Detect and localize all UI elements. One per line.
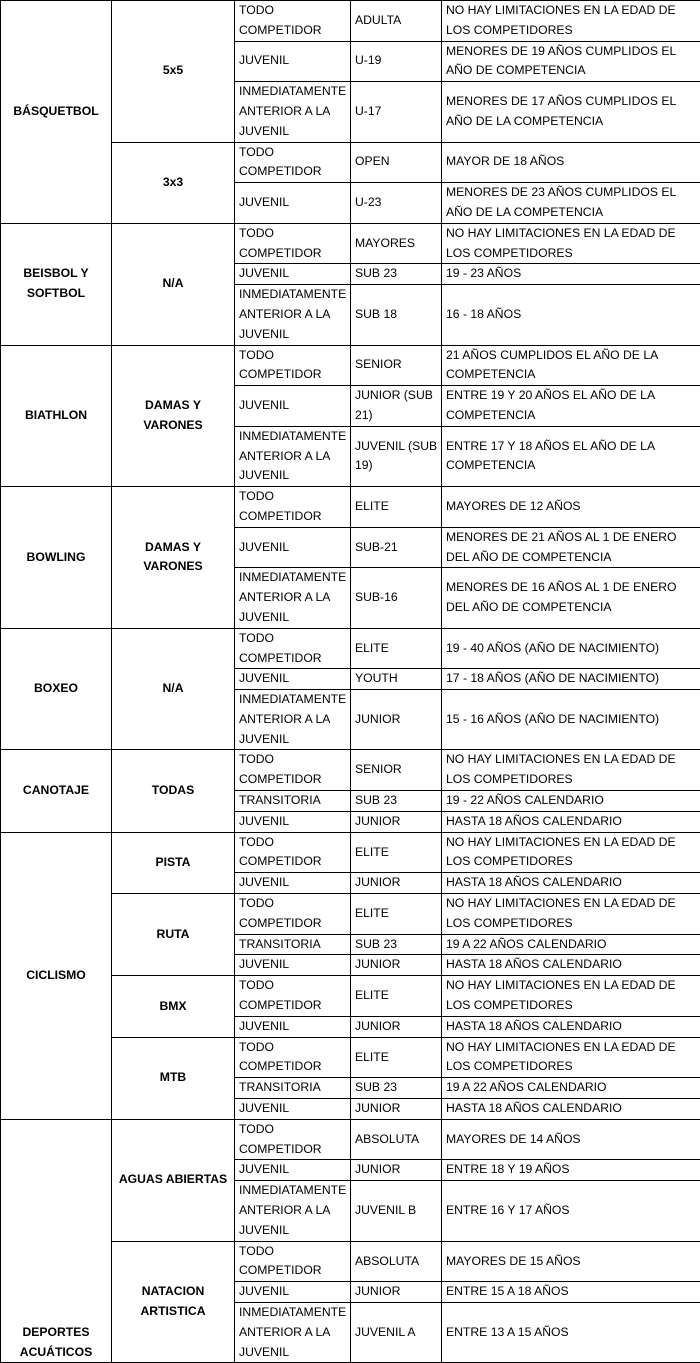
- competitor-cell: JUVENIL: [235, 1016, 351, 1037]
- category-cell: JUNIOR: [351, 873, 442, 894]
- competitor-cell: JUVENIL: [235, 41, 351, 82]
- category-cell: JUVENIL (SUB 19): [351, 426, 442, 486]
- competitor-cell: JUVENIL: [235, 1160, 351, 1181]
- age-cell: 21 AÑOS CUMPLIDOS EL AÑO DE LA COMPETENCIA: [442, 345, 700, 386]
- competitor-cell: JUVENIL: [235, 811, 351, 832]
- competitor-cell: JUVENIL: [235, 1282, 351, 1303]
- competitor-cell: JUVENIL: [235, 527, 351, 568]
- modality-cell: RUTA: [112, 894, 235, 976]
- category-cell: JUNIOR: [351, 690, 442, 750]
- competitor-cell: INMEDIATAMENTE ANTERIOR A LA JUVENIL: [235, 568, 351, 628]
- competitor-cell: TODO COMPETIDOR: [235, 345, 351, 386]
- category-cell: ABSOLUTA: [351, 1241, 442, 1282]
- competitor-cell: TRANSITORIA: [235, 791, 351, 812]
- competitor-cell: JUVENIL: [235, 955, 351, 976]
- table-row: [1, 487, 700, 528]
- competitor-cell: INMEDIATAMENTE ANTERIOR A LA JUVENIL: [235, 426, 351, 486]
- table-row: [1, 1, 700, 42]
- modality-cell: PISTA: [112, 832, 235, 893]
- age-cell: 19 A 22 AÑOS CALENDARIO: [442, 1078, 700, 1099]
- competitor-cell: JUVENIL: [235, 873, 351, 894]
- age-cell: MENORES DE 23 AÑOS CUMPLIDOS EL AÑO DE LA COMPETENCIA: [442, 183, 700, 224]
- modality-cell: N/A: [112, 223, 235, 345]
- category-cell: OPEN: [351, 142, 442, 183]
- competitor-cell: TODO COMPETIDOR: [235, 894, 351, 935]
- age-cell: HASTA 18 AÑOS CALENDARIO: [442, 1016, 700, 1037]
- category-cell: YOUTH: [351, 669, 442, 690]
- age-cell: ENTRE 19 Y 20 AÑOS EL AÑO DE LA COMPETENCIA: [442, 386, 700, 427]
- category-cell: ELITE: [351, 976, 442, 1017]
- table-row: [1, 628, 700, 669]
- age-cell: NO HAY LIMITACIONES EN LA EDAD DE LOS COMPETIDORES: [442, 1, 700, 42]
- category-cell: JUNIOR: [351, 1016, 442, 1037]
- modality-cell: 5x5: [112, 1, 235, 143]
- category-cell: JUNIOR: [351, 955, 442, 976]
- category-cell: SUB 23: [351, 1078, 442, 1099]
- table-row: [1, 832, 700, 873]
- category-cell: U-19: [351, 41, 442, 82]
- competitor-cell: JUVENIL: [235, 1099, 351, 1120]
- sport-cell: CICLISMO: [1, 832, 112, 1119]
- age-cell: ENTRE 18 Y 19 AÑOS: [442, 1160, 700, 1181]
- sport-cell: BÁSQUETBOL: [1, 1, 112, 224]
- modality-cell: DAMAS Y VARONES: [112, 345, 235, 487]
- modality-cell: NATACION ARTISTICA: [112, 1241, 235, 1363]
- age-cell: ENTRE 13 A 15 AÑOS: [442, 1303, 700, 1363]
- age-cell: NO HAY LIMITACIONES EN LA EDAD DE LOS COMPETIDORES: [442, 976, 700, 1017]
- modality-cell: MTB: [112, 1037, 235, 1119]
- age-cell: HASTA 18 AÑOS CALENDARIO: [442, 1099, 700, 1120]
- category-cell: JUNIOR (SUB 21): [351, 386, 442, 427]
- competitor-cell: TODO COMPETIDOR: [235, 487, 351, 528]
- table-row: [1, 345, 700, 386]
- category-cell: ADULTA: [351, 1, 442, 42]
- competitor-cell: JUVENIL: [235, 264, 351, 285]
- age-cell: HASTA 18 AÑOS CALENDARIO: [442, 955, 700, 976]
- competitor-cell: INMEDIATAMENTE ANTERIOR A LA JUVENIL: [235, 1303, 351, 1363]
- age-cell: MENORES DE 16 AÑOS AL 1 DE ENERO DEL AÑO DE COMPETENCIA: [442, 568, 700, 628]
- category-cell: JUVENIL A: [351, 1303, 442, 1363]
- age-cell: HASTA 18 AÑOS CALENDARIO: [442, 811, 700, 832]
- competitor-cell: TODO COMPETIDOR: [235, 628, 351, 669]
- competitor-cell: TODO COMPETIDOR: [235, 223, 351, 264]
- modality-cell: 3x3: [112, 142, 235, 223]
- competitor-cell: TODO COMPETIDOR: [235, 1119, 351, 1160]
- category-cell: ABSOLUTA: [351, 1119, 442, 1160]
- category-cell: SUB-16: [351, 568, 442, 628]
- competitor-cell: TODO COMPETIDOR: [235, 750, 351, 791]
- age-cell: 15 - 16 AÑOS (AÑO DE NACIMIENTO): [442, 690, 700, 750]
- category-cell: SENIOR: [351, 345, 442, 386]
- category-cell: JUNIOR: [351, 1282, 442, 1303]
- category-cell: SUB 18: [351, 285, 442, 345]
- competitor-cell: TODO COMPETIDOR: [235, 1241, 351, 1282]
- category-cell: U-17: [351, 82, 442, 142]
- competitor-cell: JUVENIL: [235, 386, 351, 427]
- competitor-cell: TRANSITORIA: [235, 1078, 351, 1099]
- competitor-cell: TODO COMPETIDOR: [235, 832, 351, 873]
- age-cell: ENTRE 16 Y 17 AÑOS: [442, 1181, 700, 1241]
- sport-cell: DEPORTES ACUÁTICOS: [1, 1119, 112, 1363]
- category-cell: MAYORES: [351, 223, 442, 264]
- competitor-cell: INMEDIATAMENTE ANTERIOR A LA JUVENIL: [235, 1181, 351, 1241]
- category-cell: U-23: [351, 183, 442, 224]
- modality-cell: DAMAS Y VARONES: [112, 487, 235, 629]
- competitor-cell: TODO COMPETIDOR: [235, 1, 351, 42]
- age-cell: ENTRE 15 A 18 AÑOS: [442, 1282, 700, 1303]
- age-cell: MAYORES DE 12 AÑOS: [442, 487, 700, 528]
- table-row: [1, 223, 700, 264]
- sport-cell: BEISBOL Y SOFTBOL: [1, 223, 112, 345]
- category-cell: ELITE: [351, 487, 442, 528]
- age-cell: NO HAY LIMITACIONES EN LA EDAD DE LOS COMPETIDORES: [442, 750, 700, 791]
- age-cell: NO HAY LIMITACIONES EN LA EDAD DE LOS COMPETIDORES: [442, 223, 700, 264]
- competitor-cell: INMEDIATAMENTE ANTERIOR A LA JUVENIL: [235, 82, 351, 142]
- age-cell: NO HAY LIMITACIONES EN LA EDAD DE LOS COMPETIDORES: [442, 832, 700, 873]
- age-cell: MAYORES DE 15 AÑOS: [442, 1241, 700, 1282]
- sport-cell: CANOTAJE: [1, 750, 112, 832]
- age-cell: ENTRE 17 Y 18 AÑOS EL AÑO DE LA COMPETENCIA: [442, 426, 700, 486]
- category-cell: SUB-21: [351, 527, 442, 568]
- competitor-cell: TODO COMPETIDOR: [235, 976, 351, 1017]
- table-row: [1, 750, 700, 791]
- category-cell: ELITE: [351, 894, 442, 935]
- category-cell: JUVENIL B: [351, 1181, 442, 1241]
- age-cell: MENORES DE 17 AÑOS CUMPLIDOS EL AÑO DE LA COMPETENCIA: [442, 82, 700, 142]
- age-cell: 19 - 22 AÑOS CALENDARIO: [442, 791, 700, 812]
- age-cell: 17 - 18 AÑOS (AÑO DE NACIMIENTO): [442, 669, 700, 690]
- category-cell: ELITE: [351, 1037, 442, 1078]
- category-cell: JUNIOR: [351, 1099, 442, 1120]
- age-cell: 19 - 40 AÑOS (AÑO DE NACIMIENTO): [442, 628, 700, 669]
- competitor-cell: TODO COMPETIDOR: [235, 142, 351, 183]
- age-cell: NO HAY LIMITACIONES EN LA EDAD DE LOS COMPETIDORES: [442, 894, 700, 935]
- age-cell: 19 A 22 AÑOS CALENDARIO: [442, 934, 700, 955]
- table-row: [1, 1119, 700, 1160]
- modality-cell: BMX: [112, 976, 235, 1037]
- age-cell: 19 - 23 AÑOS: [442, 264, 700, 285]
- age-cell: MENORES DE 21 AÑOS AL 1 DE ENERO DEL AÑO DE COMPETENCIA: [442, 527, 700, 568]
- competitor-cell: INMEDIATAMENTE ANTERIOR A LA JUVENIL: [235, 285, 351, 345]
- category-cell: JUNIOR: [351, 1160, 442, 1181]
- category-cell: ELITE: [351, 832, 442, 873]
- competitor-cell: INMEDIATAMENTE ANTERIOR A LA JUVENIL: [235, 690, 351, 750]
- age-cell: 16 - 18 AÑOS: [442, 285, 700, 345]
- sport-cell: BIATHLON: [1, 345, 112, 487]
- sport-cell: BOXEO: [1, 628, 112, 750]
- competitor-cell: TRANSITORIA: [235, 934, 351, 955]
- age-cell: MAYOR DE 18 AÑOS: [442, 142, 700, 183]
- category-cell: ELITE: [351, 628, 442, 669]
- category-cell: SUB 23: [351, 791, 442, 812]
- age-cell: NO HAY LIMITACIONES EN LA EDAD DE LOS COMPETIDORES: [442, 1037, 700, 1078]
- age-cell: HASTA 18 AÑOS CALENDARIO: [442, 873, 700, 894]
- sport-cell: BOWLING: [1, 487, 112, 629]
- category-cell: SUB 23: [351, 264, 442, 285]
- age-cell: MAYORES DE 14 AÑOS: [442, 1119, 700, 1160]
- age-cell: MENORES DE 19 AÑOS CUMPLIDOS EL AÑO DE COMPETENCIA: [442, 41, 700, 82]
- category-cell: SUB 23: [351, 934, 442, 955]
- competitor-cell: JUVENIL: [235, 183, 351, 224]
- modality-cell: TODAS: [112, 750, 235, 832]
- category-cell: SENIOR: [351, 750, 442, 791]
- category-cell: JUNIOR: [351, 811, 442, 832]
- modality-cell: AGUAS ABIERTAS: [112, 1119, 235, 1241]
- modality-cell: N/A: [112, 628, 235, 750]
- competitor-cell: JUVENIL: [235, 669, 351, 690]
- competitor-cell: TODO COMPETIDOR: [235, 1037, 351, 1078]
